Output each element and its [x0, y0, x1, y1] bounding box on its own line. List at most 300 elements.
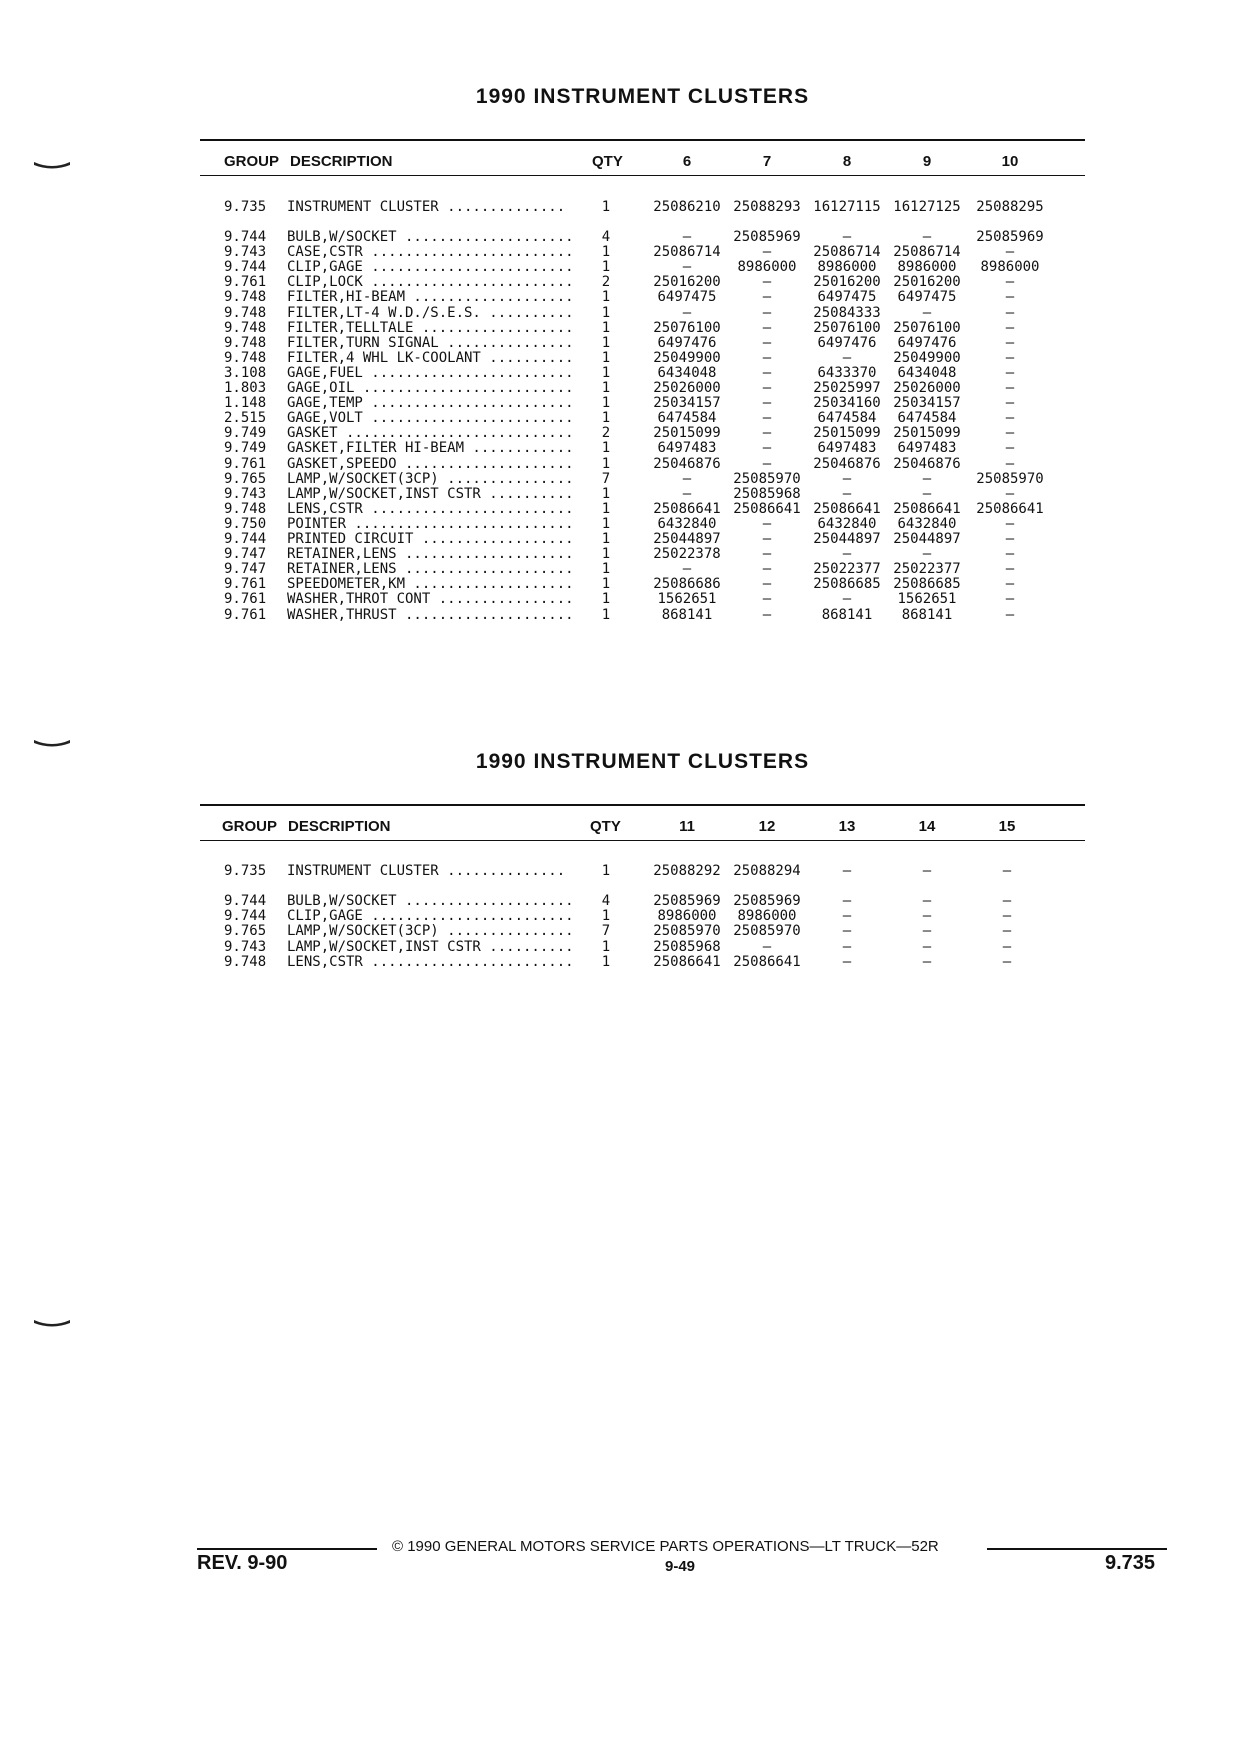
part-number-cell: 25022377 [893, 561, 961, 578]
part-number-cell: 25049900 [893, 349, 961, 366]
part-number-cell: — [682, 304, 692, 321]
part-number-cell: 25085969 [976, 229, 1044, 245]
part-number-cell: 25076100 [893, 319, 961, 336]
part-number-cell: — [762, 349, 772, 366]
part-number-cell: — [1002, 893, 1012, 909]
qty-cell: 1 [601, 455, 611, 472]
header-col-11: 11 [679, 818, 695, 835]
group-cell: 9.744 [224, 893, 267, 909]
group-cell: 9.744 [224, 259, 267, 276]
part-number-cell: — [842, 953, 852, 970]
part-number-cell: 25086714 [653, 244, 721, 261]
description-cell: GAGE,VOLT ........................ [287, 410, 574, 427]
part-number-cell: — [922, 470, 932, 487]
part-number-cell: — [842, 546, 852, 563]
group-cell: 9.765 [224, 923, 267, 940]
part-number-cell: 25088293 [733, 199, 801, 215]
header-col-9: 9 [922, 153, 932, 170]
part-number-cell: 6497483 [657, 440, 717, 457]
footer-revision: REV. 9-90 [197, 1552, 288, 1574]
part-number-cell: — [1005, 425, 1015, 442]
part-number-cell: 8986000 [980, 259, 1040, 276]
part-number-cell: 25086714 [813, 244, 881, 261]
qty-cell: 1 [601, 908, 611, 925]
part-number-cell: — [1005, 440, 1015, 457]
qty-cell: 1 [601, 380, 611, 396]
qty-cell: 1 [601, 863, 611, 879]
part-number-cell: 6497475 [657, 289, 717, 306]
part-number-cell: 25086685 [813, 576, 881, 593]
part-number-cell: — [682, 485, 692, 502]
part-number-cell: — [762, 591, 772, 608]
part-number-cell: 6474584 [897, 410, 957, 427]
description-cell: RETAINER,LENS .................... [287, 561, 574, 578]
part-number-cell: 25046876 [653, 455, 721, 472]
part-number-cell: — [1005, 395, 1015, 412]
group-cell: 9.748 [224, 304, 267, 321]
part-number-cell: — [762, 938, 772, 955]
part-number-cell: — [762, 425, 772, 442]
header-group: GROUP [224, 153, 280, 170]
part-number-cell: — [1005, 591, 1015, 608]
part-number-cell: 6432840 [897, 515, 957, 532]
part-number-cell: — [1005, 244, 1015, 261]
part-number-cell: — [682, 259, 692, 276]
description-cell: BULB,W/SOCKET .................... [287, 893, 574, 909]
part-number-cell: — [762, 561, 772, 578]
part-number-cell: 25085970 [653, 923, 721, 940]
part-number-cell: 25086641 [813, 500, 881, 517]
part-number-cell: 25086686 [653, 576, 721, 593]
qty-cell: 1 [601, 410, 611, 427]
part-number-cell: 8986000 [737, 908, 797, 925]
part-number-cell: — [1005, 410, 1015, 427]
part-number-cell: — [1005, 289, 1015, 306]
description-cell: FILTER,LT-4 W.D./S.E.S. .......... [287, 304, 574, 321]
qty-cell: 1 [601, 244, 611, 261]
part-number-cell: — [762, 515, 772, 532]
part-number-cell: 25084333 [813, 304, 881, 321]
part-number-cell: 6497476 [897, 334, 957, 351]
group-cell: 9.743 [224, 938, 267, 955]
qty-cell: 1 [601, 319, 611, 336]
part-number-cell: — [1005, 561, 1015, 578]
part-number-cell: 25022378 [653, 546, 721, 563]
part-number-cell: 25025997 [813, 380, 881, 396]
description-cell: FILTER,TURN SIGNAL ............... [287, 334, 574, 351]
header-col-6: 6 [682, 153, 692, 170]
part-number-cell: — [762, 531, 772, 547]
part-number-cell: 25046876 [893, 455, 961, 472]
part-number-cell: — [762, 244, 772, 261]
part-number-cell: — [1005, 334, 1015, 351]
parts-table-section-2 [200, 750, 1085, 1000]
part-number-cell: 25088294 [733, 863, 801, 879]
group-cell: 9.735 [224, 863, 267, 879]
part-number-cell: — [842, 229, 852, 245]
part-number-cell: — [1005, 485, 1015, 502]
part-number-cell: — [1005, 380, 1015, 396]
description-cell: SPEEDOMETER,KM ................... [287, 576, 574, 593]
description-cell: LAMP,W/SOCKET(3CP) ............... [287, 923, 574, 940]
part-number-cell: 25015099 [813, 425, 881, 442]
part-number-cell: 25086210 [653, 199, 721, 215]
part-number-cell: 25044897 [813, 531, 881, 547]
header-col-7: 7 [762, 153, 772, 170]
group-cell: 9.744 [224, 229, 267, 245]
group-cell: 9.761 [224, 591, 267, 608]
part-number-cell: — [842, 349, 852, 366]
qty-cell: 2 [601, 425, 611, 442]
part-number-cell: — [762, 319, 772, 336]
description-cell: FILTER,TELLTALE .................. [287, 319, 574, 336]
qty-cell: 1 [601, 485, 611, 502]
part-number-cell: — [842, 591, 852, 608]
part-number-cell: 25085970 [976, 470, 1044, 487]
group-cell: 9.743 [224, 244, 267, 261]
part-number-cell: — [682, 470, 692, 487]
qty-cell: 1 [601, 349, 611, 366]
group-cell: 9.748 [224, 349, 267, 366]
part-number-cell: 25086641 [733, 953, 801, 970]
part-number-cell: — [842, 863, 852, 879]
part-number-cell: — [762, 606, 772, 623]
part-number-cell: 25085969 [653, 893, 721, 909]
group-cell: 9.748 [224, 289, 267, 306]
part-number-cell: — [922, 229, 932, 245]
part-number-cell: 6432840 [657, 515, 717, 532]
part-number-cell: 25046876 [813, 455, 881, 472]
header-col-12: 12 [758, 818, 776, 835]
group-cell: 2.515 [224, 410, 267, 427]
footer-page-number: 9-49 [665, 1558, 696, 1575]
part-number-cell: 25015099 [653, 425, 721, 442]
header-qty: QTY [592, 153, 623, 170]
part-number-cell: — [922, 908, 932, 925]
part-number-cell: 25088295 [976, 199, 1044, 215]
qty-cell: 1 [601, 500, 611, 517]
part-number-cell: — [842, 923, 852, 940]
group-cell: 9.744 [224, 531, 267, 547]
group-cell: 9.744 [224, 908, 267, 925]
qty-cell: 1 [601, 304, 611, 321]
part-number-cell: 25086641 [733, 500, 801, 517]
description-cell: GAGE,OIL ......................... [287, 380, 574, 396]
header-bottom-rule [200, 175, 1085, 176]
description-cell: LENS,CSTR ........................ [287, 953, 574, 970]
group-cell: 9.749 [224, 440, 267, 457]
part-number-cell: 6434048 [657, 364, 717, 381]
description-cell: LAMP,W/SOCKET(3CP) ............... [287, 470, 574, 487]
part-number-cell: — [1005, 304, 1015, 321]
qty-cell: 7 [601, 470, 611, 487]
part-number-cell: — [1005, 349, 1015, 366]
part-number-cell: 25086641 [653, 953, 721, 970]
header-description: DESCRIPTION [290, 153, 393, 170]
part-number-cell: 25016200 [813, 274, 881, 291]
description-cell: GASKET ........................... [287, 425, 574, 442]
part-number-cell: — [762, 304, 772, 321]
description-cell: INSTRUMENT CLUSTER .............. [287, 199, 566, 215]
part-number-cell: 16127125 [893, 199, 961, 215]
table-row [200, 954, 1085, 971]
part-number-cell: — [762, 380, 772, 396]
description-cell: CLIP,GAGE ........................ [287, 908, 574, 925]
qty-cell: 1 [601, 199, 611, 215]
part-number-cell: 25015099 [893, 425, 961, 442]
part-number-cell: — [1002, 908, 1012, 925]
qty-cell: 7 [601, 923, 611, 940]
part-number-cell: — [922, 893, 932, 909]
header-col-8: 8 [842, 153, 852, 170]
part-number-cell: 25026000 [893, 380, 961, 396]
part-number-cell: — [1005, 531, 1015, 547]
part-number-cell: 25034157 [893, 395, 961, 412]
part-number-cell: 25085969 [733, 229, 801, 245]
part-number-cell: — [1002, 923, 1012, 940]
qty-cell: 1 [601, 561, 611, 578]
part-number-cell: — [762, 576, 772, 593]
description-cell: LAMP,W/SOCKET,INST CSTR .......... [287, 938, 574, 955]
qty-cell: 2 [601, 274, 611, 291]
part-number-cell: — [922, 953, 932, 970]
part-number-cell: — [842, 470, 852, 487]
footer-rule-right [987, 1548, 1167, 1550]
description-cell: LENS,CSTR ........................ [287, 500, 574, 517]
qty-cell: 1 [601, 606, 611, 623]
group-cell: 9.748 [224, 319, 267, 336]
part-number-cell: 8986000 [817, 259, 877, 276]
description-cell: PRINTED CIRCUIT .................. [287, 531, 574, 547]
header-bottom-rule [200, 840, 1085, 841]
header-col-10: 10 [1001, 153, 1019, 170]
part-number-cell: 6497475 [817, 289, 877, 306]
part-number-cell: 25086685 [893, 576, 961, 593]
group-cell: 9.761 [224, 455, 267, 472]
group-cell: 1.803 [224, 380, 267, 396]
qty-cell: 1 [601, 576, 611, 593]
part-number-cell: 6497483 [817, 440, 877, 457]
part-number-cell: — [922, 485, 932, 502]
part-number-cell: 25085970 [733, 470, 801, 487]
group-cell: 9.735 [224, 199, 267, 215]
qty-cell: 1 [601, 546, 611, 563]
part-number-cell: 25049900 [653, 349, 721, 366]
description-cell: GAGE,FUEL ........................ [287, 364, 574, 381]
parts-table-section-1 [200, 85, 1085, 705]
description-cell: CLIP,GAGE ........................ [287, 259, 574, 276]
part-number-cell: — [762, 410, 772, 427]
part-number-cell: 25034157 [653, 395, 721, 412]
part-number-cell: 25086641 [653, 500, 721, 517]
part-number-cell: — [762, 289, 772, 306]
description-cell: FILTER,4 WHL LK-COOLANT .......... [287, 349, 574, 366]
part-number-cell: 6432840 [817, 515, 877, 532]
qty-cell: 1 [601, 440, 611, 457]
part-number-cell: — [1005, 319, 1015, 336]
qty-cell: 4 [601, 893, 611, 909]
qty-cell: 1 [601, 259, 611, 276]
description-cell: INSTRUMENT CLUSTER .............. [287, 863, 566, 879]
group-cell: 9.743 [224, 485, 267, 502]
description-cell: BULB,W/SOCKET .................... [287, 229, 574, 245]
description-cell: GASKET,SPEEDO .................... [287, 455, 574, 472]
part-number-cell: — [842, 485, 852, 502]
part-number-cell: — [842, 908, 852, 925]
part-number-cell: 25085969 [733, 893, 801, 909]
part-number-cell: 8986000 [897, 259, 957, 276]
part-number-cell: 8986000 [737, 259, 797, 276]
group-cell: 1.148 [224, 395, 267, 412]
part-number-cell: — [922, 304, 932, 321]
part-number-cell: 1562651 [897, 591, 957, 608]
header-col-15: 15 [998, 818, 1016, 835]
part-number-cell: — [762, 546, 772, 563]
part-number-cell: 6474584 [657, 410, 717, 427]
part-number-cell: 25085968 [653, 938, 721, 955]
part-number-cell: — [842, 893, 852, 909]
part-number-cell: — [842, 938, 852, 955]
footer-rule-left [197, 1548, 377, 1550]
part-number-cell: 6434048 [897, 364, 957, 381]
description-cell: LAMP,W/SOCKET,INST CSTR .......... [287, 485, 574, 502]
part-number-cell: — [682, 229, 692, 245]
binder-hole-mark [34, 1318, 70, 1328]
table-row [200, 607, 1085, 624]
binder-hole-mark [34, 160, 70, 170]
part-number-cell: 8986000 [657, 908, 717, 925]
description-cell: WASHER,THRUST .................... [287, 606, 574, 623]
group-cell: 9.749 [224, 425, 267, 442]
part-number-cell: 6497476 [657, 334, 717, 351]
group-cell: 3.108 [224, 364, 267, 381]
part-number-cell: — [1002, 863, 1012, 879]
binder-hole-mark [34, 738, 70, 748]
group-cell: 9.761 [224, 576, 267, 593]
part-number-cell: — [1002, 938, 1012, 955]
part-number-cell: — [762, 364, 772, 381]
group-cell: 9.761 [224, 606, 267, 623]
part-number-cell: 25026000 [653, 380, 721, 396]
part-number-cell: — [1005, 455, 1015, 472]
part-number-cell: 6497483 [897, 440, 957, 457]
qty-cell: 4 [601, 229, 611, 245]
group-cell: 9.747 [224, 561, 267, 578]
section-title: 1990 INSTRUMENT CLUSTERS [475, 750, 810, 773]
group-cell: 9.748 [224, 953, 267, 970]
section-title: 1990 INSTRUMENT CLUSTERS [475, 85, 810, 108]
qty-cell: 1 [601, 395, 611, 412]
table-top-rule [200, 804, 1085, 806]
part-number-cell: 6433370 [817, 364, 877, 381]
part-number-cell: — [1005, 364, 1015, 381]
header-col-13: 13 [838, 818, 856, 835]
header-qty: QTY [590, 818, 621, 835]
part-number-cell: 25022377 [813, 561, 881, 578]
header-col-14: 14 [918, 818, 936, 835]
table-row [200, 863, 1085, 880]
part-number-cell: — [762, 455, 772, 472]
part-number-cell: — [762, 395, 772, 412]
part-number-cell: 16127115 [813, 199, 881, 215]
description-cell: POINTER .......................... [287, 515, 574, 532]
part-number-cell: — [922, 923, 932, 940]
part-number-cell: 6497476 [817, 334, 877, 351]
part-number-cell: 25085970 [733, 923, 801, 940]
qty-cell: 1 [601, 364, 611, 381]
part-number-cell: — [922, 938, 932, 955]
part-number-cell: 25044897 [893, 531, 961, 547]
footer-group-number: 9.735 [1105, 1552, 1156, 1574]
qty-cell: 1 [601, 591, 611, 608]
part-number-cell: — [1005, 606, 1015, 623]
part-number-cell: 25044897 [653, 531, 721, 547]
description-cell: GASKET,FILTER HI-BEAM ............ [287, 440, 574, 457]
part-number-cell: — [682, 561, 692, 578]
part-number-cell: 868141 [661, 606, 713, 623]
part-number-cell: 25076100 [813, 319, 881, 336]
part-number-cell: 25034160 [813, 395, 881, 412]
group-cell: 9.765 [224, 470, 267, 487]
part-number-cell: 25016200 [893, 274, 961, 291]
part-number-cell: — [1005, 576, 1015, 593]
qty-cell: 1 [601, 938, 611, 955]
qty-cell: 1 [601, 531, 611, 547]
part-number-cell: 25086641 [893, 500, 961, 517]
part-number-cell: 868141 [901, 606, 953, 623]
part-number-cell: — [1002, 953, 1012, 970]
footer-copyright: © 1990 GENERAL MOTORS SERVICE PARTS OPERATIONS—LT TRUCK—52R [392, 1538, 939, 1555]
part-number-cell: — [762, 334, 772, 351]
part-number-cell: 25088292 [653, 863, 721, 879]
description-cell: CLIP,LOCK ........................ [287, 274, 574, 291]
part-number-cell: 6474584 [817, 410, 877, 427]
header-description: DESCRIPTION [288, 818, 391, 835]
table-row [200, 199, 1085, 216]
part-number-cell: 25016200 [653, 274, 721, 291]
description-cell: CASE,CSTR ........................ [287, 244, 574, 261]
qty-cell: 1 [601, 953, 611, 970]
qty-cell: 1 [601, 289, 611, 306]
part-number-cell: 1562651 [657, 591, 717, 608]
description-cell: WASHER,THROT CONT ................ [287, 591, 574, 608]
qty-cell: 1 [601, 515, 611, 532]
part-number-cell: 6497475 [897, 289, 957, 306]
group-cell: 9.748 [224, 500, 267, 517]
part-number-cell: — [922, 546, 932, 563]
group-cell: 9.761 [224, 274, 267, 291]
qty-cell: 1 [601, 334, 611, 351]
part-number-cell: 25085968 [733, 485, 801, 502]
part-number-cell: — [922, 863, 932, 879]
part-number-cell: 25086641 [976, 500, 1044, 517]
part-number-cell: — [762, 440, 772, 457]
table-top-rule [200, 139, 1085, 141]
part-number-cell: — [1005, 274, 1015, 291]
description-cell: FILTER,HI-BEAM ................... [287, 289, 574, 306]
description-cell: RETAINER,LENS .................... [287, 546, 574, 563]
part-number-cell: 25086714 [893, 244, 961, 261]
group-cell: 9.748 [224, 334, 267, 351]
part-number-cell: 868141 [821, 606, 873, 623]
group-cell: 9.747 [224, 546, 267, 563]
part-number-cell: — [1005, 515, 1015, 532]
part-number-cell: — [1005, 546, 1015, 563]
group-cell: 9.750 [224, 515, 267, 532]
part-number-cell: 25076100 [653, 319, 721, 336]
description-cell: GAGE,TEMP ........................ [287, 395, 574, 412]
header-group: GROUP [222, 818, 278, 835]
